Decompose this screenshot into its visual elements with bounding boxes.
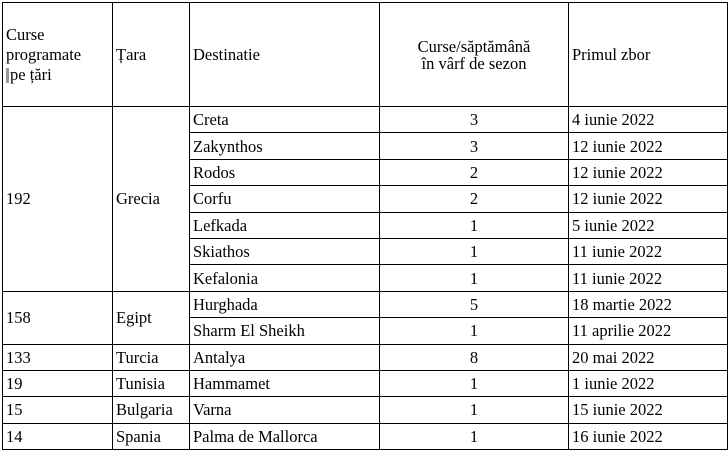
destination-cell: Varna	[190, 397, 380, 423]
table-row	[3, 370, 728, 396]
scheduled-flights-count: 158	[3, 291, 113, 344]
destination-cell: Creta	[190, 107, 380, 133]
weekly-flights-cell: 1	[380, 423, 569, 449]
country-cell: Tunisia	[113, 370, 190, 396]
header-country: Țara	[113, 3, 190, 107]
first-flight-cell: 20 mai 2022	[569, 344, 728, 370]
header-scheduled-line-3: pe țări	[10, 64, 52, 84]
country-cell: Turcia	[113, 344, 190, 370]
header-weekly-line-2: în vârf de sezon	[421, 53, 527, 73]
weekly-flights-cell: 3	[380, 107, 569, 133]
weekly-flights-cell: 1	[380, 212, 569, 238]
destination-cell: Skiathos	[190, 238, 380, 264]
first-flight-cell: 1 iunie 2022	[569, 370, 728, 396]
destination-cell: Hammamet	[190, 370, 380, 396]
table-row	[3, 397, 728, 423]
text-cursor	[6, 68, 9, 83]
first-flight-cell: 12 iunie 2022	[569, 186, 728, 212]
first-flight-cell: 15 iunie 2022	[569, 397, 728, 423]
header-scheduled-flights	[3, 3, 113, 107]
destination-cell: Rodos	[190, 159, 380, 185]
flights-table	[2, 2, 728, 450]
first-flight-cell: 16 iunie 2022	[569, 423, 728, 449]
country-cell: Bulgaria	[113, 397, 190, 423]
weekly-flights-cell: 2	[380, 186, 569, 212]
destination-cell: Lefkada	[190, 212, 380, 238]
scheduled-flights-count: 133	[3, 344, 113, 370]
table-row	[3, 344, 728, 370]
weekly-flights-cell: 5	[380, 291, 569, 317]
destination-cell: Zakynthos	[190, 133, 380, 159]
first-flight-cell: 12 iunie 2022	[569, 133, 728, 159]
header-first-flight: Primul zbor	[569, 3, 728, 107]
first-flight-cell: 4 iunie 2022	[569, 107, 728, 133]
table-row	[3, 291, 728, 317]
country-cell: Spania	[113, 423, 190, 449]
table-row	[3, 423, 728, 449]
first-flight-cell: 11 iunie 2022	[569, 265, 728, 291]
table-body	[3, 107, 728, 450]
scheduled-flights-count: 192	[3, 107, 113, 292]
destination-cell: Palma de Mallorca	[190, 423, 380, 449]
destination-cell: Hurghada	[190, 291, 380, 317]
weekly-flights-cell: 1	[380, 397, 569, 423]
weekly-flights-cell: 1	[380, 238, 569, 264]
scheduled-flights-count: 19	[3, 370, 113, 396]
first-flight-cell: 18 martie 2022	[569, 291, 728, 317]
destination-cell: Sharm El Sheikh	[190, 318, 380, 344]
first-flight-cell: 12 iunie 2022	[569, 159, 728, 185]
header-weekly-flights	[380, 3, 569, 107]
weekly-flights-cell: 1	[380, 318, 569, 344]
weekly-flights-cell: 1	[380, 370, 569, 396]
first-flight-cell: 11 aprilie 2022	[569, 318, 728, 344]
weekly-flights-cell: 8	[380, 344, 569, 370]
header-row	[3, 3, 728, 107]
weekly-flights-cell: 3	[380, 133, 569, 159]
scheduled-flights-count: 15	[3, 397, 113, 423]
country-cell: Egipt	[113, 291, 190, 344]
country-cell: Grecia	[113, 107, 190, 292]
first-flight-cell: 5 iunie 2022	[569, 212, 728, 238]
header-weekly-line-1: Curse/săptămână	[417, 36, 531, 56]
header-destination: Destinatie	[190, 3, 380, 107]
header-scheduled-line-1: Curse	[6, 24, 45, 44]
header-scheduled-line-2: programate	[6, 44, 82, 64]
table-row	[3, 107, 728, 133]
destination-cell: Corfu	[190, 186, 380, 212]
weekly-flights-cell: 1	[380, 265, 569, 291]
weekly-flights-cell: 2	[380, 159, 569, 185]
destination-cell: Kefalonia	[190, 265, 380, 291]
first-flight-cell: 11 iunie 2022	[569, 238, 728, 264]
scheduled-flights-count: 14	[3, 423, 113, 449]
destination-cell: Antalya	[190, 344, 380, 370]
